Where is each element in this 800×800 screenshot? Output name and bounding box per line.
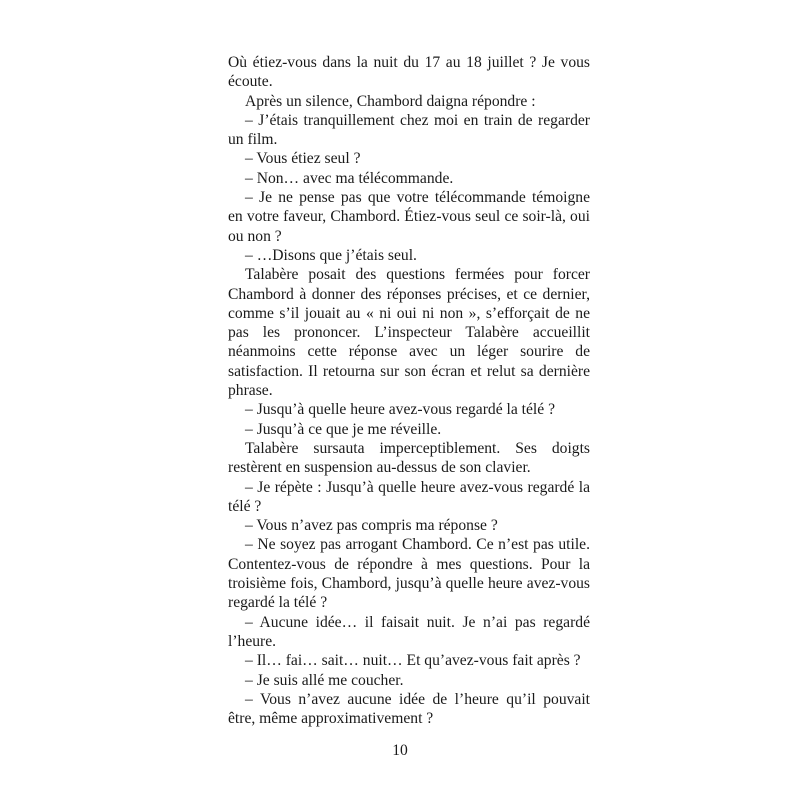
paragraph: Talabère sursauta imperceptiblement. Ses doigts restèrent en suspension au-dessus de son clavier.	[228, 439, 590, 477]
paragraph: Après un silence, Chambord daigna répondre :	[245, 92, 536, 110]
dialogue-line: – Vous étiez seul ?	[245, 150, 361, 168]
page-number: 10	[392, 742, 408, 759]
paragraph: Talabère posait des questions fermées pour forcer Chambord à donner des réponses précises, et ce dernier, comme s’il jouait au « ni oui ni non », s’efforçait de ne pas les prononcer. L’inspecteur Talabère accueillit néanmoins cette réponse avec un léger sourire de satisfaction. Il retourna sur son écran et relut sa dernière phrase.	[228, 266, 590, 400]
dialogue-line: – Vous n’avez pas compris ma réponse ?	[245, 517, 498, 535]
dialogue-line: – Non… avec ma télécommande.	[245, 169, 454, 187]
dialogue-line: – Il… fai… sait… nuit… Et qu’avez-vous fait après ?	[245, 652, 581, 670]
dialogue-line: – J’étais tranquillement chez moi en train de regarder un film.	[228, 111, 590, 149]
dialogue-line: – Jusqu’à ce que je me réveille.	[245, 420, 442, 438]
paragraph-continuation: Où étiez-vous dans la nuit du 17 au 18 juillet ? Je vous écoute.	[228, 54, 590, 91]
dialogue-line: – Je suis allé me coucher.	[245, 671, 404, 689]
dialogue-line: – Je répète : Jusqu’à quelle heure avez-vous regardé la télé ?	[228, 478, 590, 515]
dialogue-line: – Je ne pense pas que votre télécommande témoigne en votre faveur, Chambord. Étiez-vous seul ce soir-là, oui ou non ?	[228, 189, 590, 245]
dialogue-line: – Vous n’avez aucune idée de l’heure qu’il pouvait être, même approximativement ?	[228, 690, 590, 728]
dialogue-line: – Ne soyez pas arrogant Chambord. Ce n’est pas utile. Contentez-vous de répondre à mes questions. Pour la troisième fois, Chambord, jusqu’à quelle heure avez-vous regardé la télé ?	[228, 536, 590, 612]
dialogue-line: – Aucune idée… il faisait nuit. Je n’ai pas regardé l’heure.	[228, 613, 590, 650]
dialogue-line: – Jusqu’à quelle heure avez-vous regardé la télé ?	[245, 401, 555, 419]
page-text	[228, 53, 590, 728]
dialogue-line: – …Disons que j’étais seul.	[245, 246, 417, 264]
